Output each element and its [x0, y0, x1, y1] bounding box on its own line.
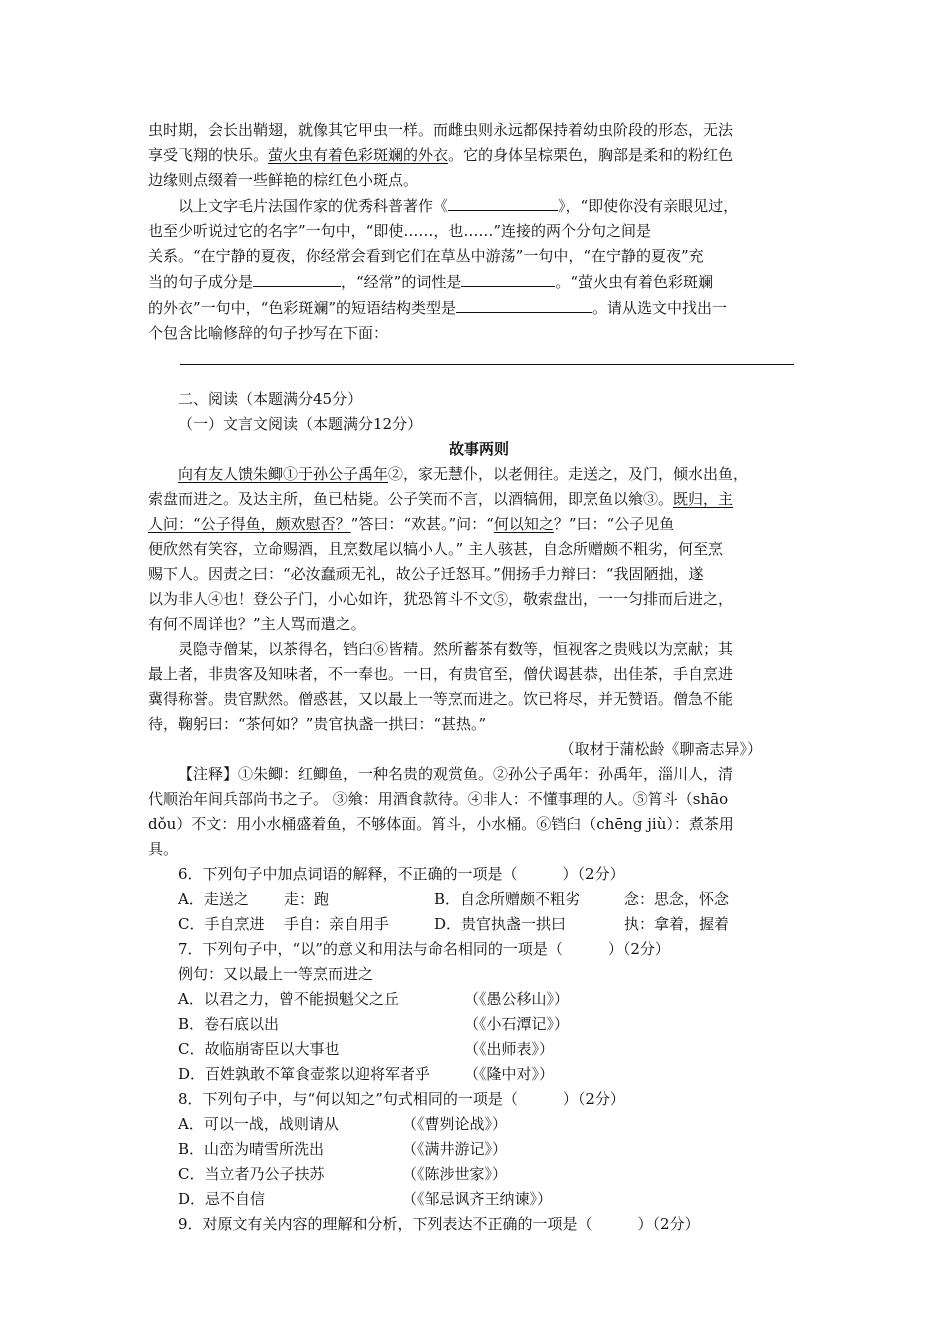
question-line-1: 以上文字毛片法国作家的优秀科普著作《 》，“即使你没有亲眼见过， [148, 193, 810, 219]
story1-line-2: 索盘而进之。及达主所，鱼已枯毙。公子笑而不言，以酒犒佣，即烹鱼以飨③。既归，主 [148, 490, 734, 508]
section-heading: 二、阅读（本题满分45分） [178, 390, 363, 408]
science-line-2: 享受飞翔的快乐。萤火虫有着色彩斑斓的外衣。它的身体呈棕栗色，胸部是柔和的粉红色 [148, 146, 734, 164]
question-line-3: 关系。“在宁静的夏夜，你经常会看到它们在草丛中游荡”一句中，“在宁静的夏夜”充 [148, 247, 704, 265]
passage-source: （取材于蒲松龄《聊斋志异》） [559, 740, 762, 758]
q7-option-a[interactable]: A．以君之力，曾不能损魁父之丘 （《愚公移山》） [178, 990, 570, 1008]
story2-line-4: 待，鞠躬曰：“茶何如？”贵官执盏一拱曰：“甚热。” [148, 715, 487, 733]
story1-line-1: 向有友人馈朱鲫①于孙公子禹年②，家无慧仆，以老佣往。走送之，及门，倾水出鱼， [178, 465, 749, 483]
story1-line-6: 以为非人④也！登公子门，小心如许，犹恐筲斗不文⑤，敬索盘出，一一匀排而后进之， [148, 590, 734, 608]
story1-line-4: 便欣然有笑容，立命赐酒，且烹数尾以犒小人。” 主人骇甚，自念所赠颇不粗劣，何至烹 [148, 540, 723, 558]
notes-line-4: 具。 [148, 840, 179, 858]
q6-option-row-1: A．走送之 走：跑 B．自念所赠颇不粗劣 念：思念，怀念 [178, 890, 730, 908]
q7-option-b[interactable]: B．卷石底以出 （《小石潭记》） [178, 1015, 570, 1033]
q7-option-d[interactable]: D．百姓孰敢不箪食壶浆以迎将军者乎 （《隆中对》） [178, 1065, 555, 1083]
q8-option-d[interactable]: D．忌不自信 （《邹忌讽齐王纳谏》） [178, 1190, 553, 1208]
story1-line-7: 有何不周详也？”主人骂而遣之。 [148, 615, 366, 633]
passage-title: 故事两则 [448, 440, 509, 458]
notes-line-1: 【注释】①朱鲫：红鲫鱼，一种名贵的观赏鱼。②孙公子禹年：孙禹年，淄川人，清 [178, 765, 734, 783]
question-9: 9．对原文有关内容的理解和分析，下列表达不正确的一项是（ ）（2分） [178, 1215, 700, 1233]
q8-option-c[interactable]: C．当立者乃公子扶苏 （《陈涉世家》） [178, 1165, 508, 1183]
science-line-1: 虫时期，会长出鞘翅，就像其它甲虫一样。而雌虫则永远都保持着幼虫阶段的形态，无法 [148, 121, 734, 139]
subsection-heading: （一）文言文阅读（本题满分12分） [178, 415, 423, 433]
q6-option-row-2: C．手自烹进 手自：亲自用手 D．贵官执盏一拱曰 执：拿着，握着 [178, 915, 730, 933]
blank-part-of-speech[interactable] [461, 269, 555, 287]
story2-line-2: 最上者，非贵客及知味者，不一奉也。一日，有贵官至，僧伏谒甚恭，出佳茶，手自烹进 [148, 665, 734, 683]
q8-option-b[interactable]: B．山峦为晴雪所洗出 （《满井游记》） [178, 1140, 508, 1158]
question-line-6: 个包含比喻修辞的句子抄写在下面： [148, 324, 389, 342]
notes-line-2: 代顺治年间兵部尚书之子。 ③飨：用酒食款待。④非人：不懂事理的人。⑤筲斗（shāo [148, 790, 729, 808]
question-6: 6．下列句子中加点词语的解释，不正确的一项是（ ）（2分） [178, 865, 625, 883]
blank-phrase-structure[interactable] [456, 295, 592, 313]
q7-example: 例句：又以最上一等烹而进之 [178, 965, 374, 983]
question-line-4: 当的句子成分是 ，“经常”的词性是 。“萤火虫有着色彩斑斓 [148, 269, 810, 295]
story2-line-1: 灵隐寺僧某，以茶得名，铛臼⑥皆精。然所蓄茶有数等，恒视客之贵贱以为烹献；其 [178, 640, 734, 658]
question-7: 7．下列句子中，“以”的意义和用法与命名相同的一项是（ ）（2分） [178, 940, 670, 958]
underlined-sentence: 萤火虫有着色彩斑斓的外衣 [268, 146, 449, 164]
notes-line-3: dǒu）不文：用小水桶盛着鱼，不够体面。筲斗，小水桶。⑥铛臼（chēng jiù）：煮茶用 [148, 815, 734, 833]
science-line-3: 边缘则点缀着一些鲜艳的棕红色小斑点。 [148, 171, 419, 189]
question-8: 8．下列句子中，与“何以知之”句式相同的一项是（ ）（2分） [178, 1090, 625, 1108]
blank-sentence-component[interactable] [253, 269, 341, 287]
story1-line-5: 赐下人。因责之曰：“必汝蠢顽无礼，故公子迁怒耳。”佣扬手力辩曰：“我固陋拙，遂 [148, 565, 704, 583]
q7-option-c[interactable]: C．故临崩寄臣以大事也 （《出师表》） [178, 1040, 555, 1058]
question-line-5: 的外衣”一句中，“色彩斑斓”的短语结构类型是 。请从选文中找出一 [148, 295, 810, 321]
q8-option-a[interactable]: A．可以一战，战则请从 （《曹刿论战》） [178, 1115, 508, 1133]
story1-line-3: 人问：“公子得鱼，颇欢慰否？”答曰：“欢甚。”问：“何以知之？”曰：“公子见鱼 [148, 515, 675, 533]
question-line-2: 也至少听说过它的名字”一句中，“即使……，也……”连接的两个分句之间是 [148, 222, 652, 240]
answer-line[interactable] [180, 346, 794, 365]
story2-line-3: 冀得称誉。贵官默然。僧惑甚，又以最上一等烹而进之。饮已将尽，并无赞语。僧急不能 [148, 690, 734, 708]
page-content [148, 118, 810, 1237]
blank-book-title[interactable] [448, 193, 558, 211]
